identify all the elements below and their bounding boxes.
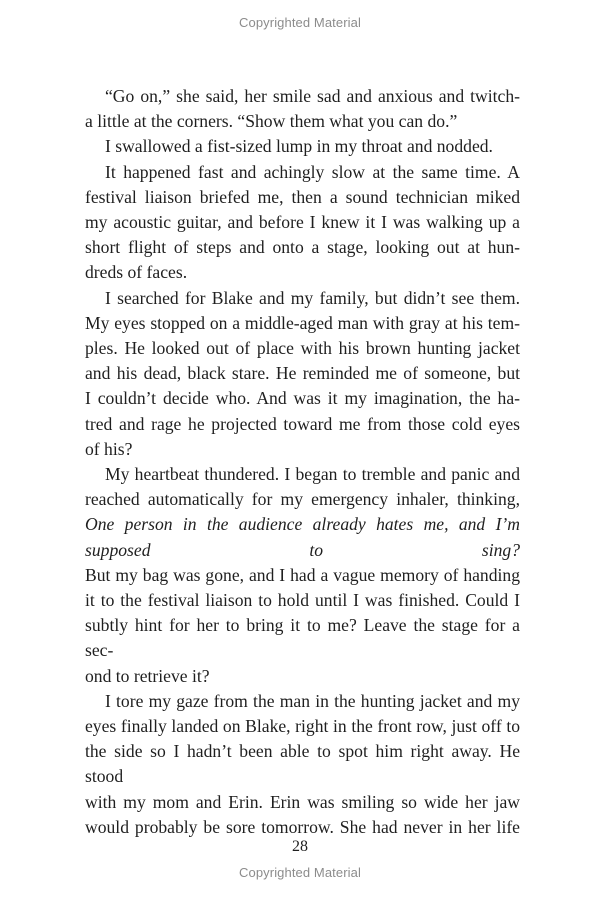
- text-line: tred and rage he projected toward me from those cold eyes: [85, 413, 520, 434]
- text-line: I tore my gaze from the man in the hunting jacket and my: [105, 690, 520, 711]
- text-line: My heartbeat thundered. I began to tremble and panic and: [105, 464, 520, 485]
- text-line: eyes finally landed on Blake, right in the front row, just off to: [85, 716, 520, 737]
- text-line: festival liaison briefed me, then a sound technician miked: [85, 186, 520, 207]
- text-line: my acoustic guitar, and before I knew it I was walking up a: [85, 212, 520, 233]
- text-line: the side so I hadn’t been able to spot him right away. He stood: [85, 741, 520, 787]
- paragraph: [85, 84, 520, 134]
- text-line: One person in the audience already hates me, and I’m supposed to sing?: [85, 514, 520, 560]
- text-line: “Go on,” she said, her smile sad and anxious and twitch-: [105, 86, 520, 106]
- text-line: of his?: [85, 438, 133, 459]
- page-number: 28: [292, 838, 308, 855]
- text-line: short flight of steps and onto a stage, looking out at hun-: [85, 237, 520, 258]
- text-line: My eyes stopped on a middle-aged man with gray at his tem-: [85, 312, 520, 333]
- text-line: ples. He looked out of place with his brown hunting jacket: [85, 338, 520, 359]
- text-line: with my mom and Erin. Erin was smiling so wide her jaw: [85, 791, 520, 812]
- text-line: dreds of faces.: [85, 262, 188, 283]
- text-line: reached automatically for my emergency inhaler, thinking,: [85, 489, 520, 510]
- text-line: I swallowed a fist-sized lump in my throat and nodded.: [105, 136, 493, 157]
- paragraph: [85, 462, 520, 689]
- text-line: It happened fast and achingly slow at the same time. A: [105, 161, 520, 182]
- text-line: a little at the corners. “Show them what you can do.”: [85, 111, 458, 132]
- paragraph: [85, 160, 520, 286]
- body-text: [85, 84, 520, 840]
- text-line: it to the festival liaison to hold until I was finished. Could I: [85, 590, 520, 611]
- copyright-watermark-bottom: Copyrighted Material: [239, 865, 361, 880]
- text-line: ond to retrieve it?: [85, 665, 210, 686]
- paragraph: [85, 286, 520, 462]
- text-line: I couldn’t decide who. And was it my imagination, the ha-: [85, 388, 520, 409]
- paragraph: [85, 689, 520, 840]
- text-line: and his dead, black stare. He reminded me of someone, but: [85, 363, 520, 384]
- text-line: But my bag was gone, and I had a vague memory of handing: [85, 564, 520, 585]
- text-line: I searched for Blake and my family, but didn’t see them.: [105, 287, 520, 308]
- text-line: subtly hint for her to bring it to me? Leave the stage for a sec-: [85, 615, 520, 661]
- paragraph: [85, 134, 520, 159]
- text-line: would probably be sore tomorrow. She had never in her life: [85, 816, 520, 837]
- copyright-watermark-top: Copyrighted Material: [239, 15, 361, 30]
